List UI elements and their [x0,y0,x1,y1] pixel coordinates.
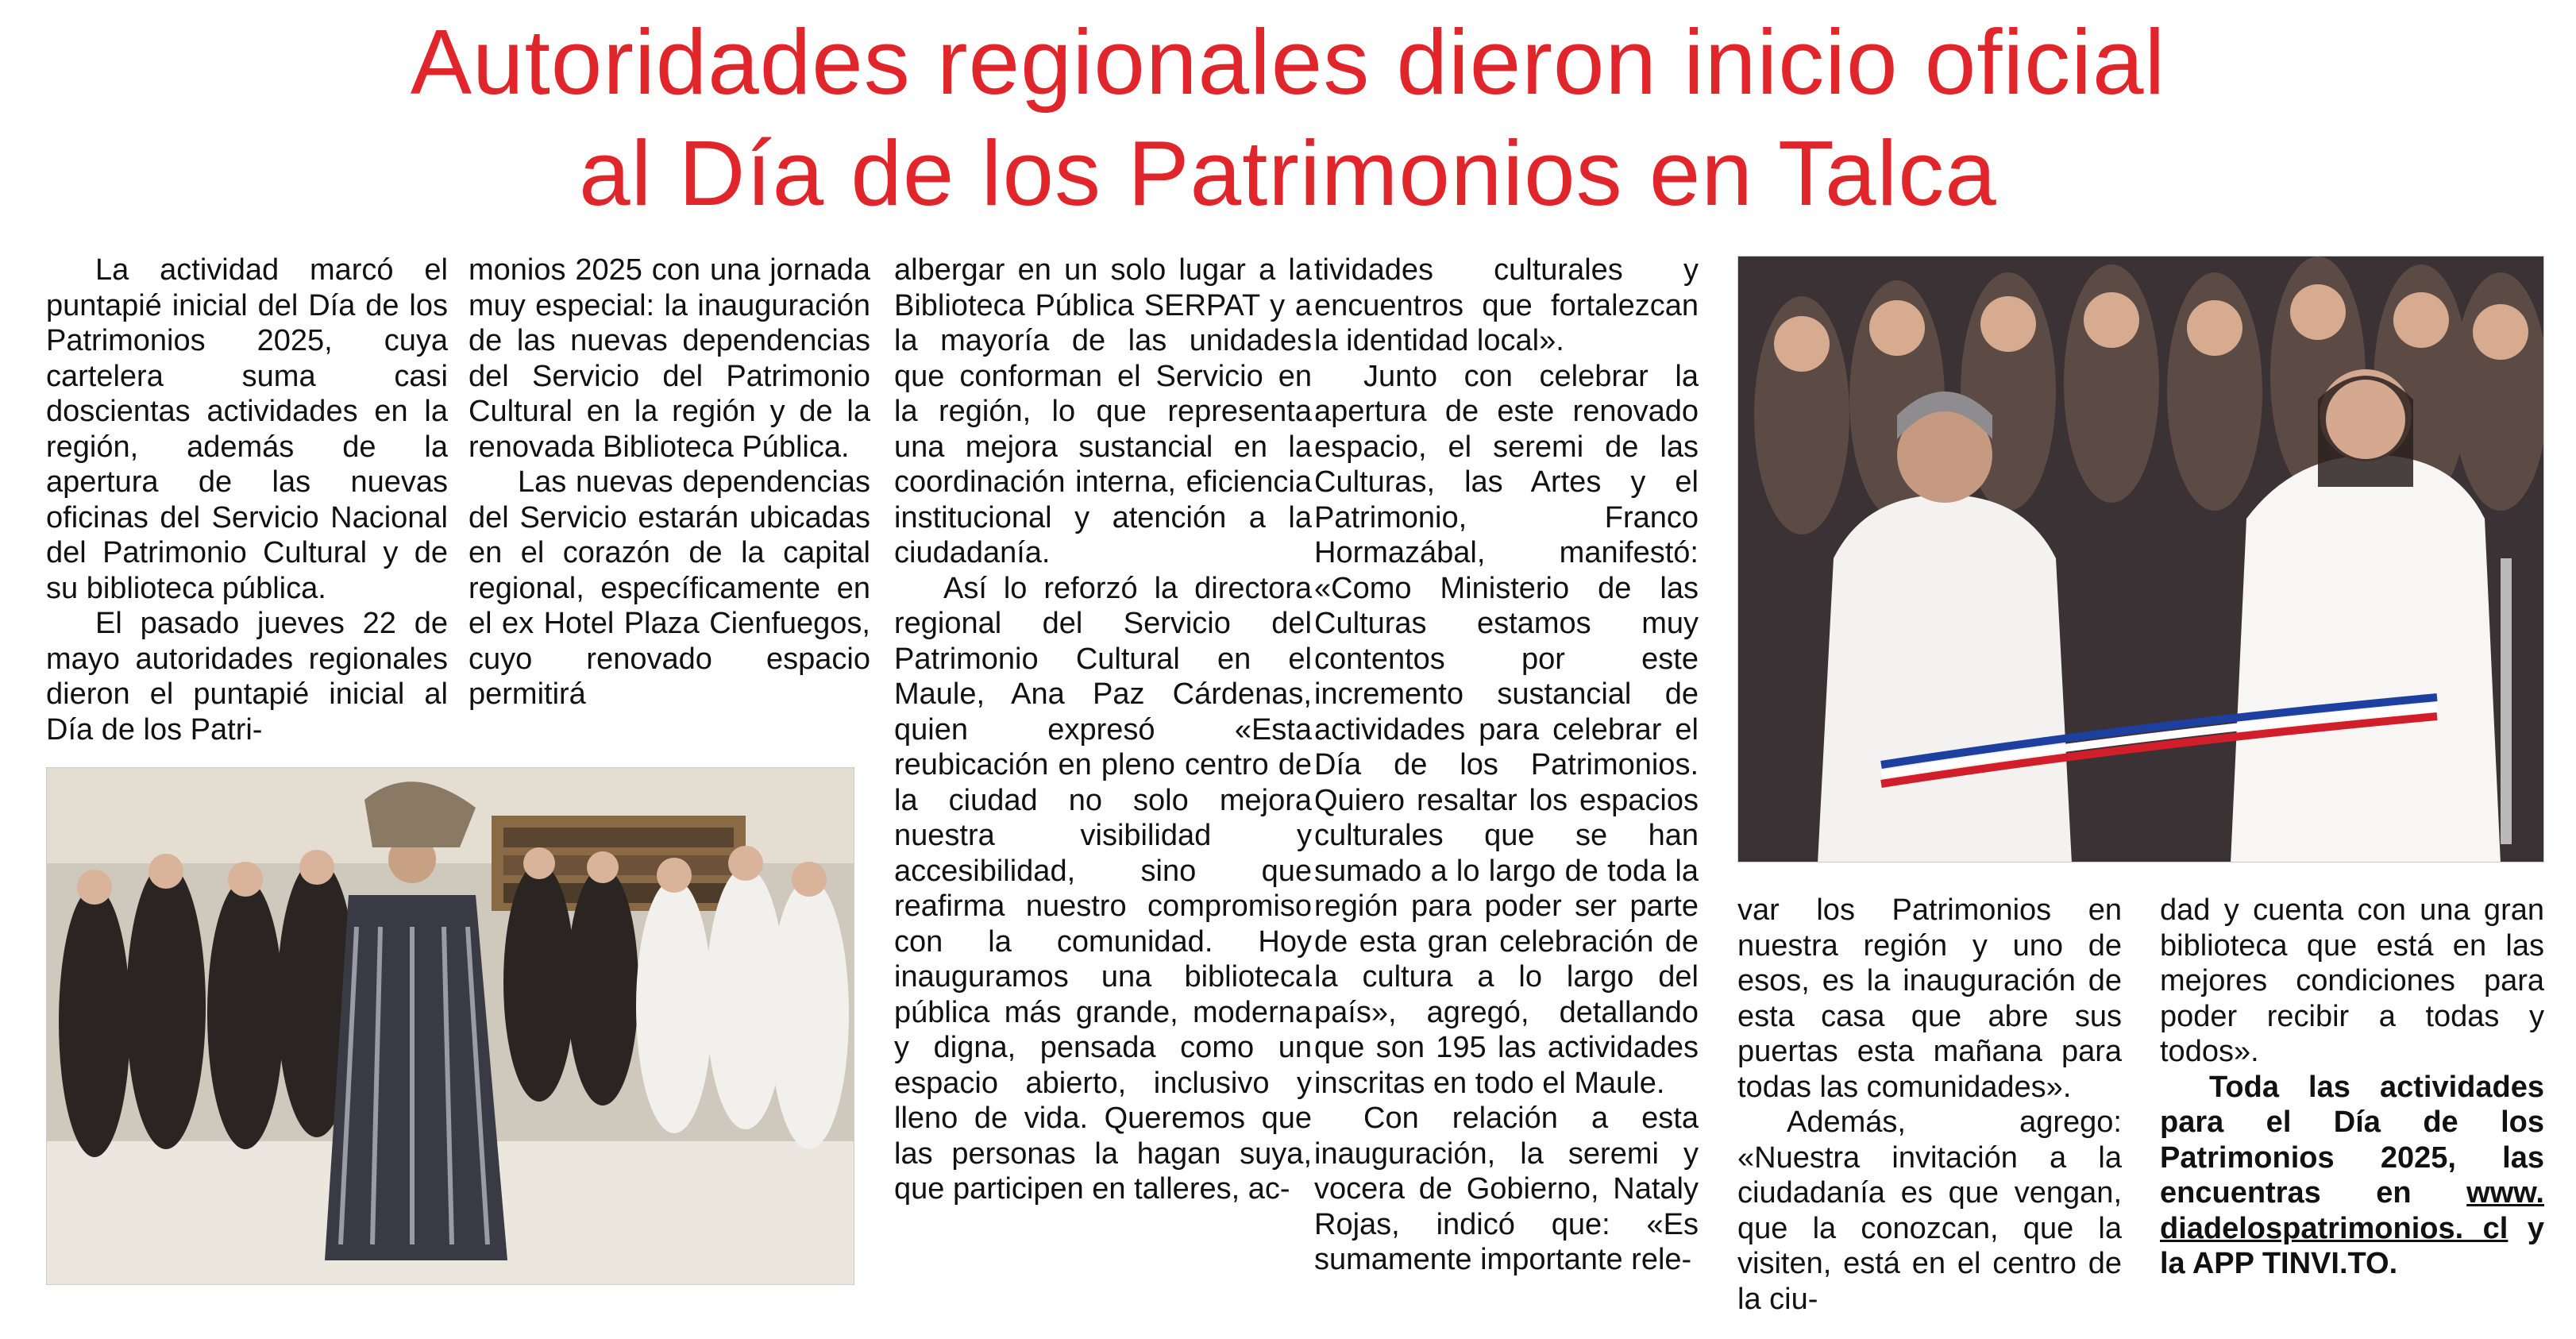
note-suffix: y la APP TINVI.TO. [2160,1211,2544,1280]
paragraph: var los Patrimonios en nuestra región y uno de esos, es la inauguración de esta casa que abre sus puertas esta mañana para todas las comunidades». [1737,893,2122,1104]
paragraph: El pasado jueves 22 de mayo autoridades regionales dieron el puntapié inicial al Día de los Patri- [46,607,448,747]
headline-line-2: al Día de los Patrimonios en Talca [579,122,1997,225]
article-column-5 [1737,893,2122,1317]
ribbon-cutting-photo-illustration [1738,257,2544,862]
paragraph: Además, agrego: «Nuestra invitación a la ciudadanía es que vengan, que la conozcan, que la visiten, está en el centro de la ciu- [1737,1106,2122,1316]
article-column-3 [894,253,1312,1207]
paragraph: albergar en un solo lugar a la Biblioteca Pública SERPAT y a la mayoría de las unidades que conforman el Servicio en la región, lo que representa una mejora sustancial en la coordinación interna, eficiencia institucional y atención a la ciudadanía. [894,253,1312,569]
activities-note [2160,1070,2544,1282]
ceremony-crowd-photo-illustration [47,768,854,1285]
paragraph: Las nuevas dependencias del Servicio estarán ubicadas en el corazón de la capital regional, específicamente en el ex Hotel Plaza Cienfuegos, cuyo renovado espacio permitirá [469,465,870,711]
article-column-4 [1314,253,1699,1278]
article-column-2 [469,253,870,712]
paragraph: monios 2025 con una jornada muy especial: la inauguración de las nuevas dependencias del Servicio del Patrimonio Cultural en la región y de la renovada Biblioteca Pública. [469,253,870,464]
ribbon-cutting-photo [1737,256,2544,862]
note-text: Toda las actividades para el Día de los Patrimonios 2025, las encuentras en [2160,1070,2544,1210]
headline-line-1: Autoridades regionales dieron inicio oficial [410,10,2166,114]
headline [0,6,2576,229]
paragraph: Con relación a esta inauguración, la seremi y vocera de Gobierno, Nataly Rojas, indicó que: «Es sumamente importante rele- [1314,1102,1699,1276]
ceremony-crowd-photo [46,767,854,1285]
paragraph: tividades culturales y encuentros que fortalezcan la identidad local». [1314,253,1699,357]
article-column-6 [2160,893,2544,1282]
paragraph: La actividad marcó el puntapié inicial del Día de los Patrimonios 2025, cuya cartelera suma casi doscientas actividades en la región, además de la apertura de las nuevas oficinas del Servicio Nacional del Patrimonio Cultural y de su biblioteca pública. [46,253,448,605]
paragraph: Así lo reforzó la directora regional del Servicio del Patrimonio Cultural en el Maule, Ana Paz Cárdenas, quien expresó «Esta reubicación en pleno centro de la ciudad no solo mejora nuestra visibilidad y accesibilidad, sino que reafirma nuestro compromiso con la comunidad. Hoy inauguramos una biblioteca pública más grande, moderna y digna, pensada como un espacio abierto, inclusivo y lleno de vida. Queremos que las personas la hagan suya, que participen en talleres, ac- [894,571,1312,1206]
paragraph: dad y cuenta con una gran biblioteca que está en las mejores condiciones para poder recibir a todas y todos». [2160,893,2544,1068]
article-column-1 [46,253,448,747]
paragraph: Junto con celebrar la apertura de este renovado espacio, el seremi de las Culturas, las Artes y el Patrimonio, Franco Hormazábal, manifestó: «Como Ministerio de las Culturas estamos muy contentos por este incremento sustancial de actividades para celebrar el Día de los Patrimonios. Quiero resaltar los espacios culturales que se han sumado a lo largo de toda la región para poder ser parte de esta gran celebración de la cultura a lo largo del país», agregó, detallando que son 195 las actividades inscritas en todo el Maule. [1314,359,1699,1100]
website-link[interactable]: www. diadelospatrimonios. cl [2160,1176,2544,1245]
